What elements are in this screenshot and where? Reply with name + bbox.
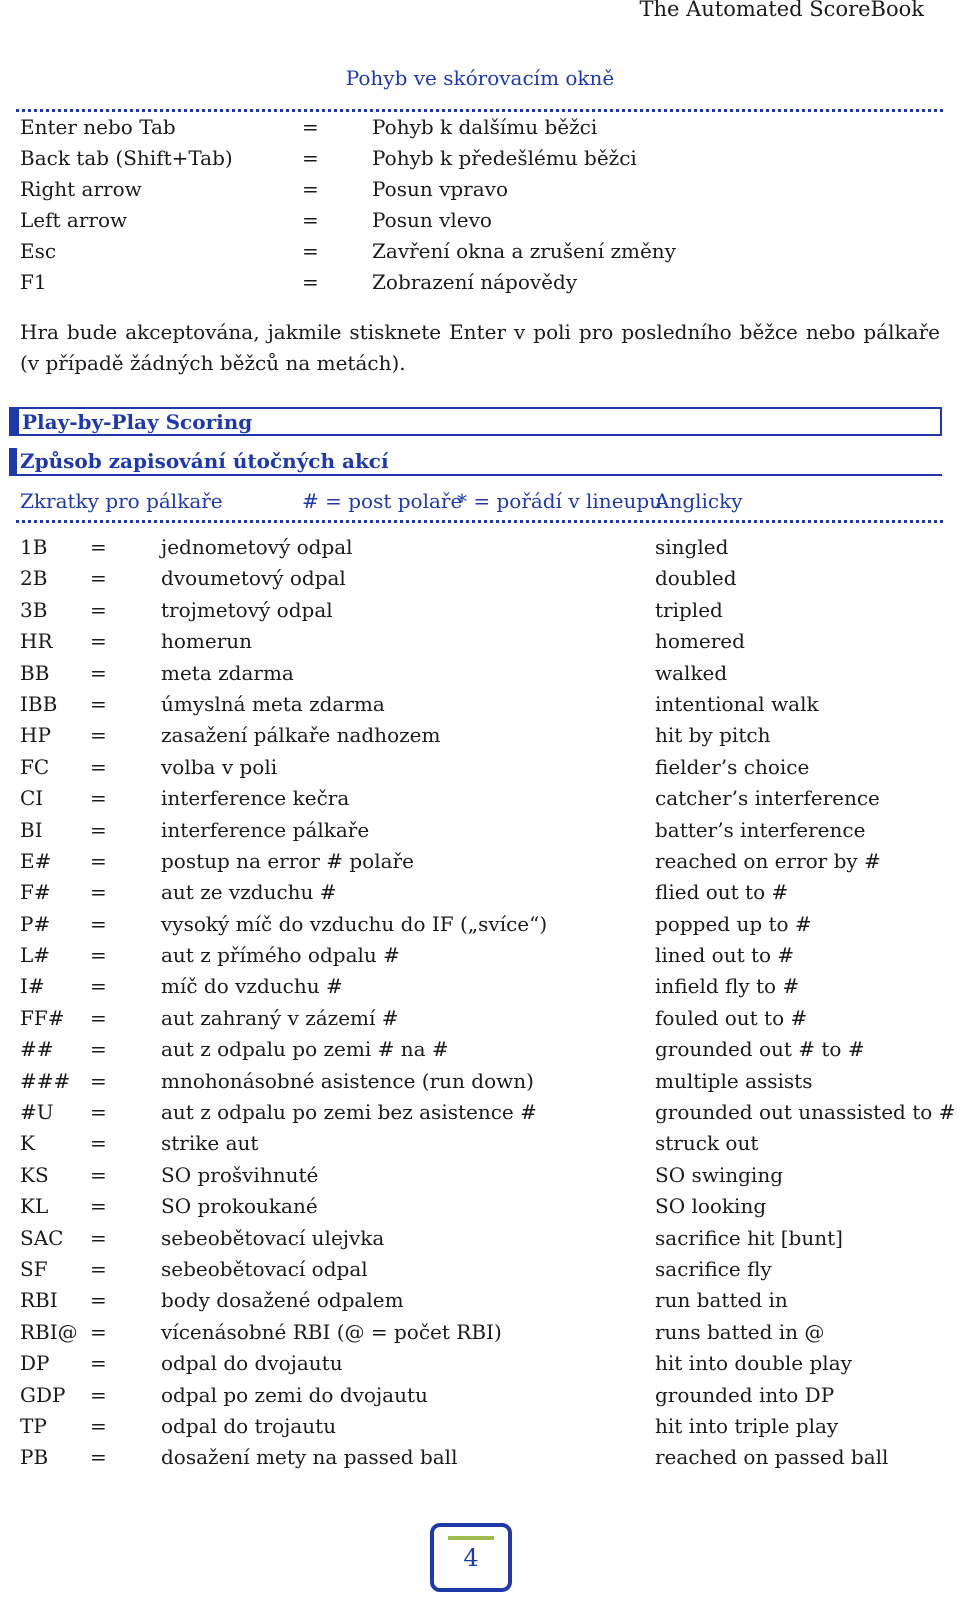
abbreviation-czech: míč do vzduchu # <box>161 974 343 999</box>
abbreviation-equals: = <box>90 566 107 591</box>
abbreviation-english: grounded into DP <box>655 1382 835 1407</box>
abbreviation-czech: dvoumetový odpal <box>161 566 346 591</box>
abbreviation-czech: zasažení pálkaře nadhozem <box>161 723 441 748</box>
abbreviation-row <box>20 1097 956 1128</box>
abbreviation-czech: postup na error # polaře <box>161 848 414 873</box>
shortcut-equals: = <box>302 115 319 139</box>
abbreviation-english: multiple assists <box>655 1068 813 1093</box>
heading-accent-bar <box>11 409 19 434</box>
shortcut-description: Zavření okna a zrušení změny <box>372 239 676 263</box>
abbreviation-english: batter’s interference <box>655 817 866 842</box>
abbreviation-code: HR <box>20 629 53 654</box>
abbreviation-english: singled <box>655 535 729 559</box>
abbreviation-equals: = <box>90 754 107 779</box>
abbreviation-equals: = <box>90 1005 107 1030</box>
abbreviation-row <box>20 720 940 751</box>
abbreviation-czech: aut ze vzduchu # <box>161 880 337 905</box>
column-header-legend-position: # = post polaře <box>302 489 463 513</box>
abbreviation-row <box>20 1348 940 1379</box>
abbreviation-code: SAC <box>20 1225 64 1250</box>
abbreviation-english: SO swinging <box>655 1162 783 1187</box>
abbreviation-english: hit into double play <box>655 1351 852 1376</box>
abbreviation-equals: = <box>90 1100 107 1125</box>
abbreviation-czech: trojmetový odpal <box>161 597 333 622</box>
abbreviation-english: fielder’s choice <box>655 754 810 779</box>
abbreviation-czech: SO prokoukané <box>161 1194 318 1219</box>
play-by-play-heading <box>9 407 942 436</box>
shortcut-description: Posun vlevo <box>372 208 492 232</box>
abbreviation-equals: = <box>90 943 107 968</box>
abbreviation-equals: = <box>90 1382 107 1407</box>
abbreviation-row <box>20 1442 940 1473</box>
shortcut-row <box>20 143 940 174</box>
abbreviation-english: runs batted in @ <box>655 1319 825 1344</box>
abbreviation-czech: aut z přímého odpalu # <box>161 943 400 968</box>
abbreviation-english: SO looking <box>655 1194 767 1219</box>
abbreviation-row <box>20 1380 940 1411</box>
batter-abbreviations-table <box>20 532 956 1474</box>
abbreviation-english: catcher’s interference <box>655 786 880 811</box>
abbreviation-equals: = <box>90 880 107 905</box>
offense-subheading-label: Způsob zapisování útočných akcí <box>20 449 389 473</box>
abbreviation-row <box>20 1003 940 1034</box>
abbreviation-equals: = <box>90 629 107 654</box>
abbreviation-equals: = <box>90 1288 107 1313</box>
abbreviation-czech: interference pálkaře <box>161 817 370 842</box>
page-number: 4 <box>463 1544 479 1572</box>
abbreviation-code: IBB <box>20 691 58 716</box>
shortcut-description: Pohyb k předešlému běžci <box>372 146 637 170</box>
abbreviation-code: ## <box>20 1037 54 1062</box>
abbreviation-code: 3B <box>20 597 48 622</box>
shortcut-equals: = <box>302 239 319 263</box>
abbreviation-code: PB <box>20 1445 49 1470</box>
abbreviation-english: intentional walk <box>655 691 819 716</box>
abbreviation-code: P# <box>20 911 51 936</box>
abbreviation-english: walked <box>655 660 728 685</box>
shortcut-key: Esc <box>20 239 57 263</box>
abbreviation-english: reached on error by # <box>655 848 881 873</box>
abbreviation-czech: vícenásobné RBI (@ = počet RBI) <box>161 1319 502 1344</box>
shortcut-key: Back tab (Shift+Tab) <box>20 146 233 170</box>
abbreviation-czech: SO prošvihnuté <box>161 1162 319 1187</box>
abbreviation-code: BB <box>20 660 50 685</box>
abbreviation-english: doubled <box>655 566 737 591</box>
abbreviation-row <box>20 1066 940 1097</box>
abbreviation-english: run batted in <box>655 1288 788 1313</box>
shortcut-row <box>20 112 940 143</box>
abbreviation-equals: = <box>90 535 107 559</box>
abbreviation-row <box>20 1191 940 1222</box>
abbreviation-english: struck out <box>655 1131 759 1156</box>
abbreviation-code: L# <box>20 943 51 968</box>
abbreviation-czech: body dosažené odpalem <box>161 1288 404 1313</box>
abbreviation-english: hit into triple play <box>655 1413 839 1438</box>
abbreviation-equals: = <box>90 660 107 685</box>
page-number-accent <box>448 1536 494 1540</box>
abbreviation-equals: = <box>90 1225 107 1250</box>
abbreviation-row <box>20 563 940 594</box>
abbreviation-czech: interference kečra <box>161 786 350 811</box>
column-header-abbr: Zkratky pro pálkaře <box>20 489 223 513</box>
shortcut-description: Zobrazení nápovědy <box>372 270 578 294</box>
shortcut-row <box>20 236 940 267</box>
shortcut-row <box>20 174 940 205</box>
abbreviation-equals: = <box>90 786 107 811</box>
abbreviation-czech: strike aut <box>161 1131 259 1156</box>
abbreviation-row <box>20 1223 940 1254</box>
abbreviation-equals: = <box>90 1068 107 1093</box>
column-header-legend-order: * = pořádí v lineupu <box>457 489 663 513</box>
abbreviation-english: hit by pitch <box>655 723 771 748</box>
abbreviation-row <box>20 626 940 657</box>
abbreviation-code: TP <box>20 1413 47 1438</box>
abbreviation-czech: odpal po zemi do dvojautu <box>161 1382 428 1407</box>
abbreviation-english: sacrifice hit [bunt] <box>655 1225 843 1250</box>
abbreviation-row <box>20 1034 940 1065</box>
abbreviation-czech: úmyslná meta zdarma <box>161 691 385 716</box>
column-header-english: Anglicky <box>655 489 743 513</box>
shortcut-equals: = <box>302 146 319 170</box>
abbreviation-row <box>20 689 940 720</box>
abbreviation-code: 1B <box>20 535 48 559</box>
abbreviation-czech: odpal do trojautu <box>161 1413 337 1438</box>
abbreviation-equals: = <box>90 597 107 622</box>
abbreviation-equals: = <box>90 974 107 999</box>
abbreviation-row <box>20 909 940 940</box>
abbreviation-code: FF# <box>20 1005 65 1030</box>
abbreviation-equals: = <box>90 848 107 873</box>
abbreviation-row <box>20 971 940 1002</box>
section-title-navigation: Pohyb ve skórovacím okně <box>345 66 615 90</box>
abbreviation-equals: = <box>90 1194 107 1219</box>
abbreviation-row <box>20 752 940 783</box>
abbreviation-equals: = <box>90 691 107 716</box>
subheading-accent-bar <box>9 448 17 474</box>
shortcut-key: F1 <box>20 270 47 294</box>
abbreviation-row <box>20 595 940 626</box>
abbreviation-row <box>20 1317 940 1348</box>
abbreviation-equals: = <box>90 723 107 748</box>
abbreviation-code: RBI@ <box>20 1319 78 1344</box>
abbreviation-english: sacrifice fly <box>655 1256 772 1281</box>
shortcut-equals: = <box>302 270 319 294</box>
abbreviation-english: popped up to # <box>655 911 812 936</box>
abbreviation-column-headers <box>20 485 940 517</box>
abbreviation-code: #U <box>20 1100 54 1125</box>
abbreviation-code: K <box>20 1131 35 1156</box>
shortcut-description: Posun vpravo <box>372 177 508 201</box>
abbreviation-equals: = <box>90 1256 107 1281</box>
abbreviation-row <box>20 783 940 814</box>
shortcut-key: Left arrow <box>20 208 128 232</box>
abbreviation-code: HP <box>20 723 51 748</box>
abbreviation-row <box>20 815 940 846</box>
abbreviation-czech: aut zahraný v zázemí # <box>161 1005 399 1030</box>
shortcut-description: Pohyb k dalšímu běžci <box>372 115 598 139</box>
abbreviation-english: lined out to # <box>655 943 795 968</box>
abbreviation-czech: jednometový odpal <box>161 535 353 559</box>
abbreviation-code: 2B <box>20 566 48 591</box>
running-header: The Automated ScoreBook <box>639 0 924 21</box>
abbreviation-equals: = <box>90 1162 107 1187</box>
abbreviation-row <box>20 658 940 689</box>
abbreviation-code: F# <box>20 880 51 905</box>
abbreviation-code: FC <box>20 754 50 779</box>
abbreviation-row <box>20 846 940 877</box>
abbreviation-czech: aut z odpalu po zemi bez asistence # <box>161 1100 537 1125</box>
abbreviation-row <box>20 1254 940 1285</box>
abbreviation-czech: sebeobětovací ulejvka <box>161 1225 385 1250</box>
abbreviation-equals: = <box>90 1131 107 1156</box>
abbreviation-czech: homerun <box>161 629 253 654</box>
abbreviation-code: ### <box>20 1068 71 1093</box>
abbreviation-czech: odpal do dvojautu <box>161 1351 343 1376</box>
shortcut-key: Enter nebo Tab <box>20 115 176 139</box>
abbreviation-code: KS <box>20 1162 49 1187</box>
abbreviation-english: infield fly to # <box>655 974 800 999</box>
abbreviation-equals: = <box>90 1037 107 1062</box>
shortcut-equals: = <box>302 177 319 201</box>
abbreviation-english: grounded out unassisted to # <box>655 1100 956 1125</box>
abbreviation-english: homered <box>655 629 745 654</box>
abbreviation-code: RBI <box>20 1288 58 1313</box>
abbreviation-row <box>20 940 940 971</box>
abbreviation-equals: = <box>90 817 107 842</box>
abbreviation-english: fouled out to # <box>655 1005 808 1030</box>
abbreviation-code: BI <box>20 817 43 842</box>
abbreviation-code: DP <box>20 1351 50 1376</box>
navigation-note: Hra bude akceptována, jakmile stisknete Enter v poli pro posledního běžce nebo pálkaře (v případě žádných běžců na metách). <box>20 320 940 375</box>
play-by-play-heading-label: Play-by-Play Scoring <box>22 410 253 434</box>
shortcut-row <box>20 205 940 236</box>
offense-subheading <box>9 448 942 476</box>
abbreviation-czech: aut z odpalu po zemi # na # <box>161 1037 449 1062</box>
abbreviation-english: tripled <box>655 597 723 622</box>
abbreviation-czech: mnohonásobné asistence (run down) <box>161 1068 534 1093</box>
abbreviation-code: SF <box>20 1256 48 1281</box>
abbreviation-czech: volba v poli <box>161 754 278 779</box>
navigation-shortcuts-table <box>20 112 940 298</box>
shortcut-equals: = <box>302 208 319 232</box>
abbreviation-row <box>20 1128 940 1159</box>
abbreviation-equals: = <box>90 1413 107 1438</box>
abbreviation-english: flied out to # <box>655 880 789 905</box>
dotted-divider <box>16 520 943 523</box>
abbreviation-code: E# <box>20 848 52 873</box>
abbreviation-row <box>20 1411 940 1442</box>
abbreviation-code: KL <box>20 1194 49 1219</box>
abbreviation-equals: = <box>90 1445 107 1470</box>
shortcut-key: Right arrow <box>20 177 142 201</box>
abbreviation-english: reached on passed ball <box>655 1445 889 1470</box>
abbreviation-code: I# <box>20 974 45 999</box>
abbreviation-english: grounded out # to # <box>655 1037 865 1062</box>
abbreviation-czech: dosažení mety na passed ball <box>161 1445 458 1470</box>
shortcut-row <box>20 267 940 298</box>
abbreviation-equals: = <box>90 1319 107 1344</box>
page-number-box <box>430 1523 512 1592</box>
abbreviation-czech: meta zdarma <box>161 660 294 685</box>
abbreviation-equals: = <box>90 911 107 936</box>
abbreviation-row <box>20 877 940 908</box>
abbreviation-code: CI <box>20 786 44 811</box>
abbreviation-equals: = <box>90 1351 107 1376</box>
abbreviation-row <box>20 532 940 563</box>
abbreviation-code: GDP <box>20 1382 66 1407</box>
abbreviation-row <box>20 1160 940 1191</box>
abbreviation-czech: vysoký míč do vzduchu do IF („svíce“) <box>161 911 548 936</box>
abbreviation-czech: sebeobětovací odpal <box>161 1256 368 1281</box>
abbreviation-row <box>20 1285 940 1316</box>
